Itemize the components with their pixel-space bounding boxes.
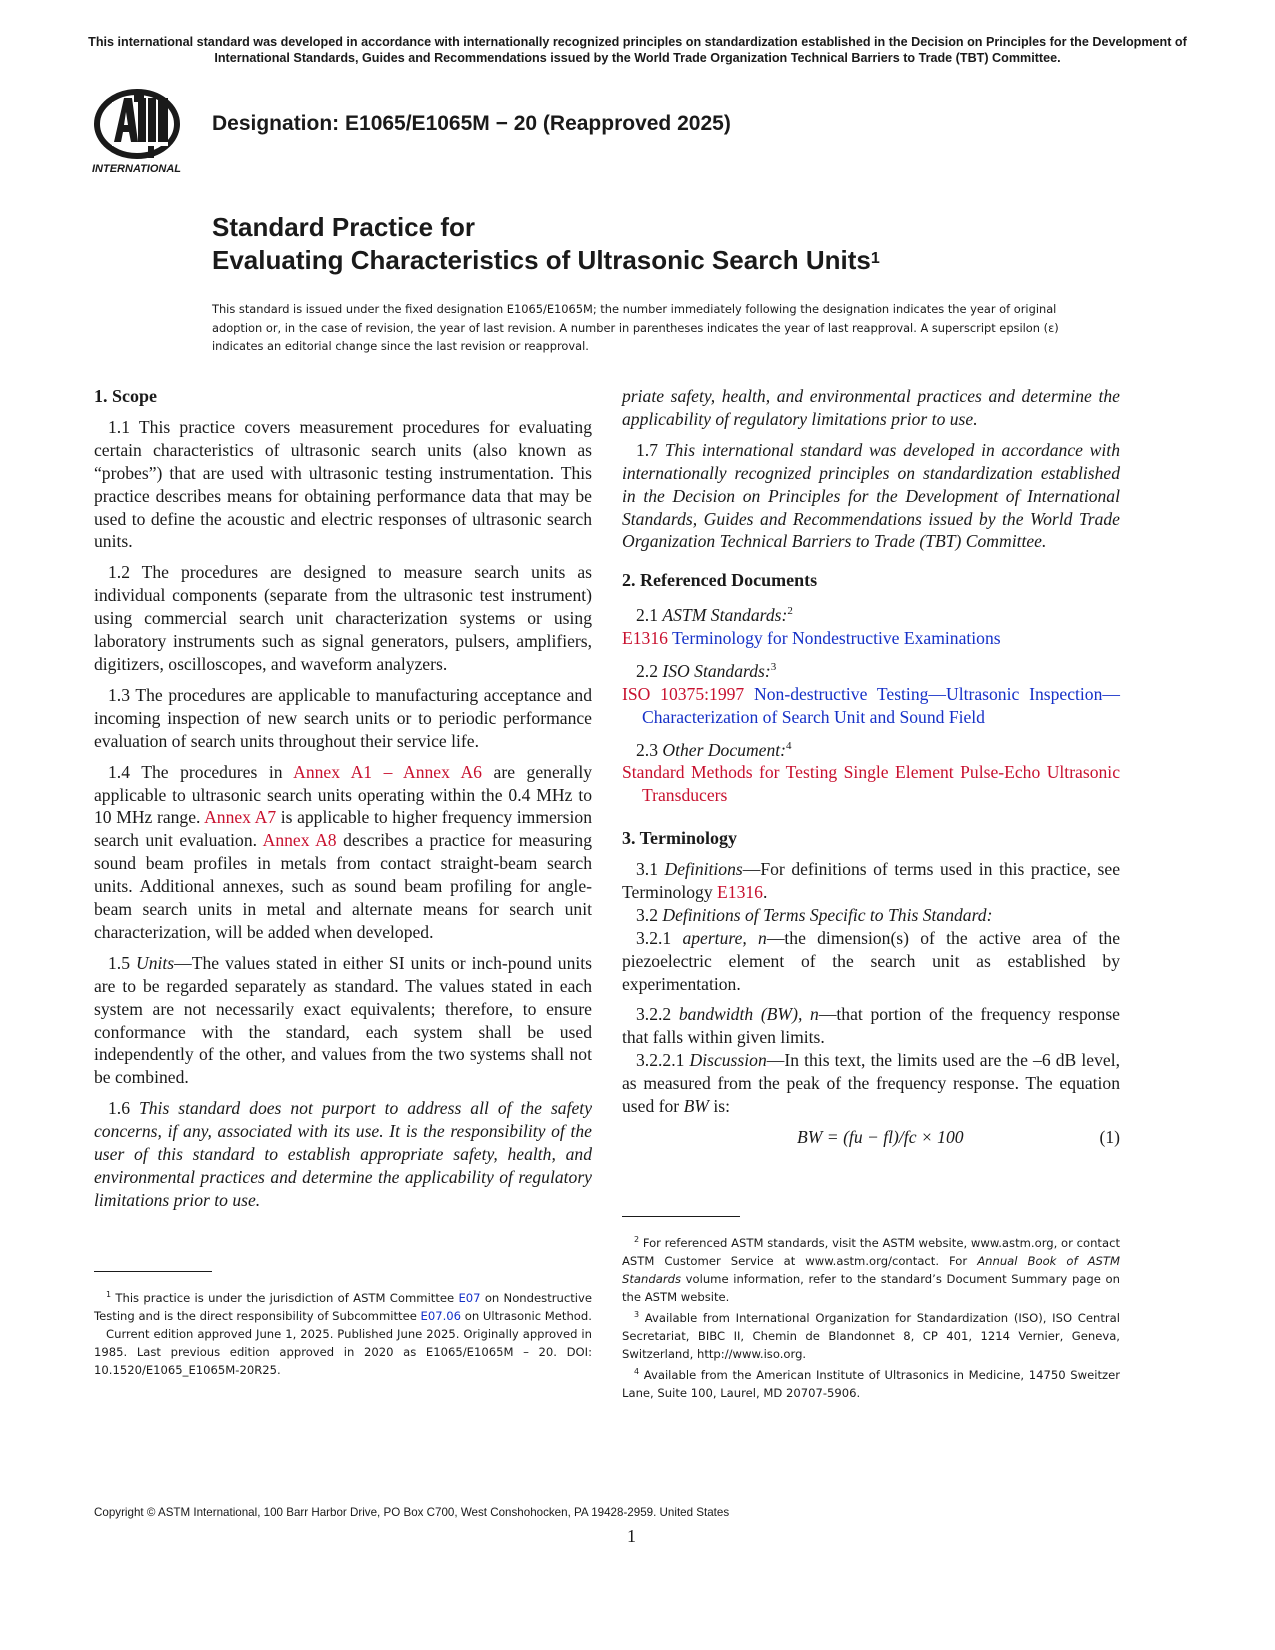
footnote-2: $^2$ For referenced ASTM standards, visit the ASTM website, www.astm.org, or contact ASTM Customer Service at www.astm.org/contact. For Annual Book of ASTM Standards volume information, refer to the standard’s Document Summary page on the ASTM website. bbox=[622, 1235, 1120, 1304]
title-footnote-ref[interactable]: 1 bbox=[870, 250, 880, 267]
copyright: Copyright © ASTM International, 100 Barr Harbor Drive, PO Box C700, West Conshohocken, PA 19428-2959. United States bbox=[94, 1506, 730, 1519]
page-number: 1 bbox=[627, 1526, 636, 1546]
footnote-3: $^3$ Available from International Organization for Standardization (ISO), ISO Central Secretariat, BIBC II, Chemin de Blandonnet 8, CP 401, 1214 Vernier, Geneva, Switzerland, http://www.iso.org. bbox=[622, 1309, 1120, 1361]
astm-standards-label: 2.1 ASTM Standards:$^2$ bbox=[636, 605, 793, 626]
title-line2: Evaluating Characteristics of Ultrasonic Search Units bbox=[212, 245, 871, 275]
paragraph-3-2: 3.2 Definitions of Terms Specific to This Standard: bbox=[636, 904, 993, 925]
paragraph-1-3: 1.3 The procedures are applicable to manufacturing acceptance and incoming inspection of new search units or to periodic performance evaluation of search units throughout their service life. bbox=[94, 684, 592, 751]
paragraph-1-6: 1.6 This standard does not purport to address all of the safety concerns, if any, associated with its use. It is the responsibility of the user of this standard to establish appropriate safety, health, and environmental practices and determine the applicability of regulatory limitations prior to use. bbox=[94, 1098, 592, 1210]
footnote-1: $^1$ This practice is under the jurisdiction of ASTM Committee E07 on Nondestructive Testing and is the direct responsibility of Subcommittee E07.06 on Ultrasonic Method. bbox=[94, 1290, 592, 1323]
e07-06-link[interactable]: E07.06 bbox=[420, 1308, 462, 1323]
ref-iso-10375[interactable]: ISO 10375:1997 Non-destructive Testing—Ultrasonic Inspection—Characterization of Search Unit and Sound Field bbox=[622, 683, 1120, 727]
section-heading-referenced-documents: 2. Referenced Documents bbox=[622, 570, 818, 591]
footnote-rule bbox=[94, 1271, 212, 1272]
left-footnotes bbox=[94, 1271, 592, 1379]
paragraph-3-2-1: 3.2.1 aperture, n—the dimension(s) of the active area of the piezoelectric element of the search unit as established by experimentation. bbox=[622, 927, 1121, 994]
title-line1: Standard Practice for bbox=[212, 212, 475, 242]
issued-note: This standard is issued under the fixed designation E1065/E1065M; the number immediately following the designation indicates the year of original adoption or, in the case of revision, the year of last revision. A number in parentheses indicates the year of last reapproval. A superscript epsilon (ε) indicates an editorial change since the last revision or reapproval. bbox=[212, 302, 1059, 353]
right-column-content bbox=[622, 385, 1120, 1149]
paragraph-1-1: 1.1 This practice covers measurement procedures for evaluating certain characteristics of ultrasonic search units (also known as “probes”) that are used with ultrasonic testing instrumentation. This practice describes means for obtaining performance data that may be used to define the acoustic and electric responses of ultrasonic search units. bbox=[94, 416, 592, 552]
edition-note: Current edition approved June 1, 2025. Published June 2025. Originally approved in 1985. Last previous edition approved in 2020 as E1065/E1065M – 20. DOI: 10.1520/E1065_E1065M-20R25. bbox=[94, 1326, 592, 1377]
other-document-label: 2.3 Other Document:$^4$ bbox=[636, 739, 792, 760]
annex-a7-link[interactable]: Annex A7 bbox=[204, 807, 277, 828]
annex-a8-link[interactable]: Annex A8 bbox=[262, 830, 337, 851]
astm-logo-icon bbox=[92, 84, 202, 176]
paragraph-1-7: 1.7 This international standard was developed in accordance with internationally recognized principles on standardization established in the Decision on Principles for the Development of International Standards, Guides and Recommendations issued by the World Trade Organization Technical Barriers to Trade (TBT) Committee. bbox=[622, 439, 1120, 552]
paragraph-1-4: 1.4 The procedures in Annex A1 – Annex A6 are generally applicable to ultrasonic search units operating within the 0.4 MHz to 10 MHz range. Annex A7 is applicable to higher frequency immersion search unit evaluation. Annex A8 describes a practice for measuring sound beam profiles in metals from contact straight-beam search units. Additional annexes, such as sound beam profiling for angle-beam search units in metal and alternate means for search unit characterization, will be added when developed. bbox=[94, 761, 593, 942]
equation-body: BW = (fu − fl)/fc × 100 bbox=[797, 1126, 964, 1147]
left-column bbox=[94, 385, 592, 1220]
designation: Designation: E1065/E1065M − 20 (Reapproved 2025) bbox=[212, 112, 731, 135]
ref-aium-standard[interactable]: Standard Methods for Testing Single Element Pulse-Echo Ultrasonic Transducers bbox=[622, 762, 1120, 806]
ref-e1316[interactable]: E1316 Terminology for Nondestructive Examinations bbox=[622, 628, 1001, 649]
paragraph-1-6-end: priate safety, health, and environmental practices and determine the applicability of regulatory limitations prior to use. bbox=[622, 386, 1120, 429]
page-title bbox=[212, 211, 880, 277]
section-heading-terminology: 3. Terminology bbox=[622, 828, 738, 849]
equation-number: (1) bbox=[1099, 1126, 1120, 1147]
paragraph-3-1: 3.1 Definitions—For definitions of terms used in this practice, see Terminology E1316. bbox=[622, 858, 1121, 902]
logo-text: INTERNATIONAL bbox=[92, 163, 182, 175]
equation-1 bbox=[622, 1126, 1120, 1149]
paragraph-3-2-2-1: 3.2.2.1 Discussion—In this text, the limits used are the –6 dB level, as measured from the peak of the frequency response. The equation used for BW is: bbox=[622, 1050, 1120, 1117]
paragraph-3-2-2: 3.2.2 bandwidth (BW), n—that portion of the frequency response that falls within given limits. bbox=[622, 1004, 1120, 1048]
right-footnotes bbox=[622, 1216, 1120, 1402]
tbt-notice: This international standard was developed in accordance with internationally recognized principles on standardization established in the Decision on Principles for the Development of International Standards, Guides and Recommendations issued by the World Trade Organization Technical Barriers to Trade (TBT) Committee. bbox=[88, 35, 1187, 65]
paragraph-1-5: 1.5 Units—The values stated in either SI units or inch-pound units are to be regarded separately as standard. The values stated in each system are not necessarily exact equivalents; therefore, to ensure conformance with the standard, each system shall be used independently of the other, and values from the two systems shall not be combined. bbox=[94, 952, 592, 1088]
e07-link[interactable]: E07 bbox=[458, 1290, 481, 1305]
iso-standards-label: 2.2 ISO Standards:$^3$ bbox=[636, 660, 777, 681]
footnote-rule-right bbox=[622, 1216, 740, 1217]
footnote-4: $^4$ Available from the American Institute of Ultrasonics in Medicine, 14750 Sweitzer Lane, Suite 100, Laurel, MD 20707-5906. bbox=[622, 1366, 1120, 1400]
annex-a1-a6-link[interactable]: Annex A1 – Annex A6 bbox=[293, 761, 482, 782]
paragraph-1-2: 1.2 The procedures are designed to measure search units as individual components (separate from the ultrasonic test instrument) using commercial search unit characterization systems or using laboratory instruments such as signal generators, pulsers, amplifiers, digitizers, oscilloscopes, and waveform analyzers. bbox=[94, 562, 592, 674]
section-heading-scope: 1. Scope bbox=[94, 386, 157, 406]
e1316-link[interactable]: E1316 bbox=[717, 881, 763, 902]
paragraph-1-6-cont bbox=[622, 385, 1120, 431]
